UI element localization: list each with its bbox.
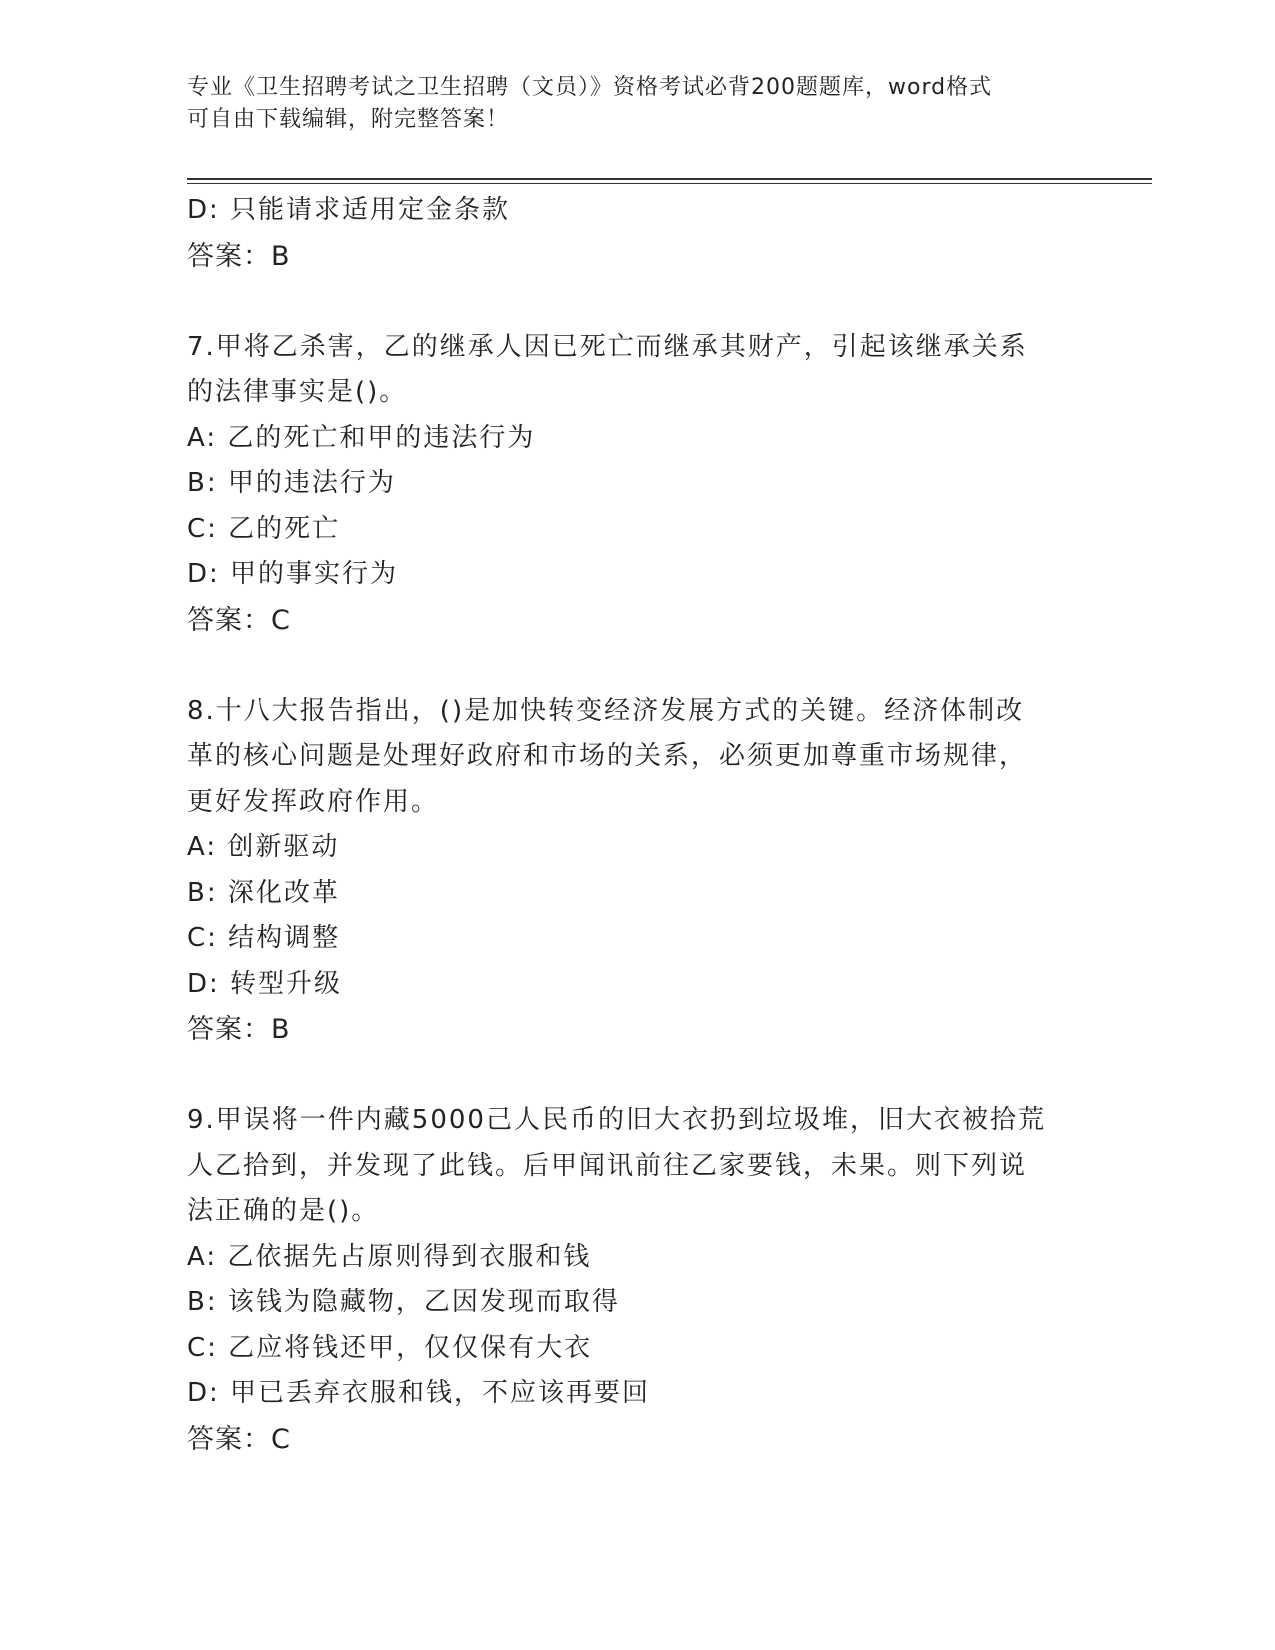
header-divider-thin xyxy=(187,183,1152,184)
option-d: D: 甲已丢弃衣服和钱，不应该再要回 xyxy=(187,1378,651,1408)
question-7 xyxy=(187,325,1087,644)
spacer xyxy=(187,1053,1087,1099)
option-c: C: 乙的死亡 xyxy=(187,513,341,544)
option-d: D: 甲的事实行为 xyxy=(187,559,399,589)
question-text-line: 7.甲将乙杀害，乙的继承人因已死亡而继承其财产，引起该继承关系 xyxy=(187,331,1028,362)
question-text-line: 8.十八大报告指出，()是加快转变经济发展方式的关键。经济体制改 xyxy=(187,695,1025,726)
option-b: B: 该钱为隐藏物，乙因发现而取得 xyxy=(187,1287,620,1317)
question-text-line: 更好发挥政府作用。 xyxy=(187,786,440,817)
option-b: B: 甲的违法行为 xyxy=(187,468,396,498)
option-c: C: 乙应将钱还甲，仅仅保有大衣 xyxy=(187,1332,593,1363)
question-8 xyxy=(187,689,1087,1053)
option-a: A: 乙的死亡和甲的违法行为 xyxy=(187,422,536,453)
answer: 答案：C xyxy=(187,1423,291,1455)
header-divider-thick xyxy=(187,178,1152,180)
question-text-line: 革的核心问题是处理好政府和市场的关系，必须更加尊重市场规律， xyxy=(187,741,1028,771)
answer: 答案：C xyxy=(187,604,291,636)
spacer xyxy=(187,279,1087,325)
document-body xyxy=(187,188,1087,1462)
header-line-1: 专业《卫生招聘考试之卫生招聘（文员）》资格考试必背200题题库，word格式 xyxy=(187,75,993,100)
option-b: B: 深化改革 xyxy=(187,877,340,908)
option-a: A: 创新驱动 xyxy=(187,832,340,862)
question-9 xyxy=(187,1098,1087,1462)
answer: 答案：B xyxy=(187,240,291,272)
question-text-line: 的法律事实是()。 xyxy=(187,377,408,407)
document-header xyxy=(187,72,1067,136)
answer: 答案：B xyxy=(187,1014,291,1045)
question-text-line: 法正确的是()。 xyxy=(187,1196,380,1226)
option-c: C: 结构调整 xyxy=(187,923,341,953)
spacer xyxy=(187,643,1087,689)
question-text-line: 人乙拾到，并发现了此钱。后甲闻讯前往乙家要钱，未果。则下列说 xyxy=(187,1150,1028,1181)
option-a: A: 乙依据先占原则得到衣服和钱 xyxy=(187,1241,592,1272)
previous-question-tail xyxy=(187,188,1087,279)
option-d: D: 转型升级 xyxy=(187,968,343,999)
option-d: D: 只能请求适用定金条款 xyxy=(187,195,511,225)
header-line-2: 可自由下载编辑，附完整答案！ xyxy=(187,107,510,132)
question-text-line: 9.甲误将一件内藏5000己人民币的旧大衣扔到垃圾堆，旧大衣被拾荒 xyxy=(187,1105,1046,1135)
